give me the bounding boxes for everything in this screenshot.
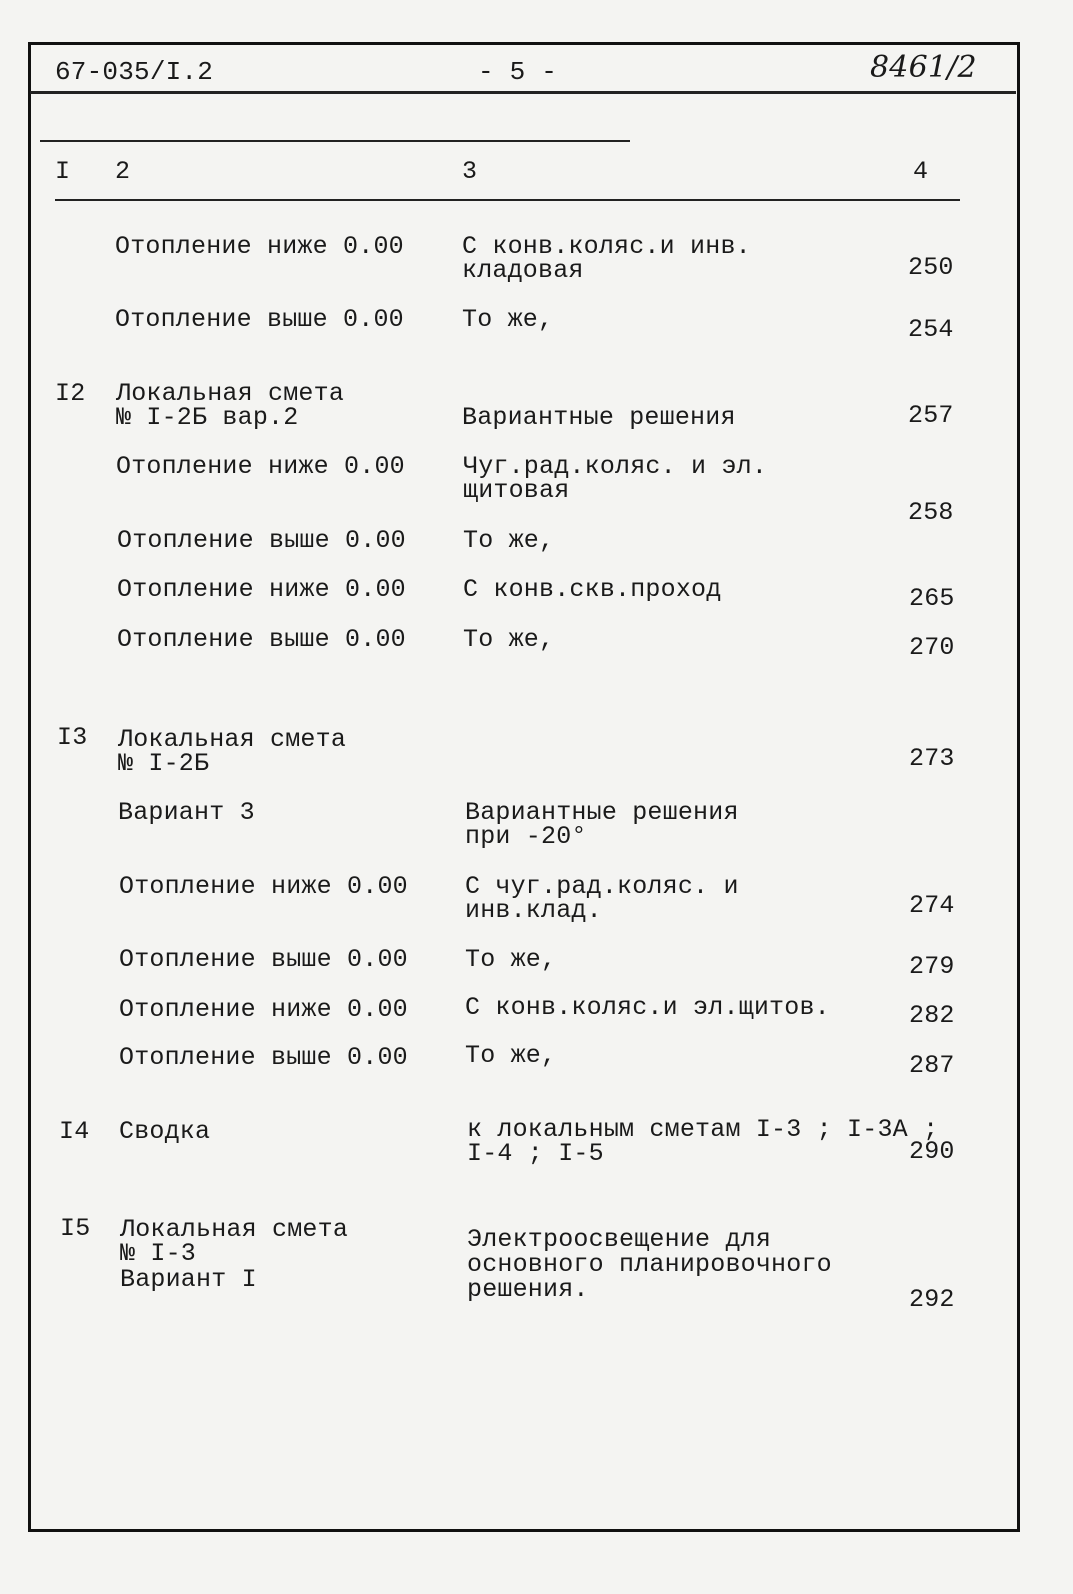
row-page: 292 <box>909 1285 955 1314</box>
row-description: основного планировочного <box>467 1250 832 1279</box>
row-description: То же, <box>462 305 554 334</box>
row-title: Сводка <box>119 1117 211 1146</box>
row-title: № I-2Б вар.2 <box>116 403 299 432</box>
column-header-3: 3 <box>462 157 478 186</box>
row-title: Локальная смета <box>120 1215 349 1244</box>
row-description: С чуг.рад.коляс. и <box>465 872 739 901</box>
header-divider <box>30 91 1016 94</box>
row-page: 257 <box>908 401 954 430</box>
row-description: к локальным сметам I-3 ; I-3А ; <box>467 1115 939 1144</box>
row-description: С конв.скв.проход <box>463 575 722 604</box>
handwritten-number: 8461/2 <box>870 50 977 85</box>
row-description: Вариантные решения <box>465 798 739 827</box>
row-title: Вариант I <box>120 1265 257 1294</box>
page-number: - 5 - <box>478 57 558 87</box>
row-title: Отопление ниже 0.00 <box>119 995 408 1024</box>
row-title: Отопление выше 0.00 <box>117 625 406 654</box>
row-description: Вариантные решения <box>462 403 736 432</box>
row-description: То же, <box>463 526 555 555</box>
row-description: щитовая <box>463 476 570 505</box>
row-number: I5 <box>60 1214 91 1243</box>
row-description: Чуг.рад.коляс. и эл. <box>463 452 768 481</box>
row-title: Локальная смета <box>116 379 345 408</box>
row-page: 254 <box>908 315 954 344</box>
row-title: Отопление выше 0.00 <box>117 526 406 555</box>
row-page: 258 <box>908 498 954 527</box>
row-title: № I-2Б <box>118 749 210 778</box>
row-title: Вариант 3 <box>118 798 255 827</box>
row-title: Отопление ниже 0.00 <box>115 232 404 261</box>
row-title: Отопление ниже 0.00 <box>117 575 406 604</box>
row-description: кладовая <box>462 256 584 285</box>
row-title: Локальная смета <box>118 725 347 754</box>
row-description: То же, <box>465 1041 557 1070</box>
row-page: 270 <box>909 633 955 662</box>
row-title: Отопление выше 0.00 <box>119 945 408 974</box>
column-header-1: I <box>55 157 71 186</box>
row-description: То же, <box>465 945 557 974</box>
row-description: решения. <box>467 1275 589 1304</box>
row-page: 250 <box>908 253 954 282</box>
column-header-4: 4 <box>913 157 929 186</box>
row-title: Отопление выше 0.00 <box>115 305 404 334</box>
table-top-rule <box>40 140 630 142</box>
row-title: Отопление выше 0.00 <box>119 1043 408 1072</box>
row-title: Отопление ниже 0.00 <box>116 452 405 481</box>
row-page: 279 <box>909 952 955 981</box>
row-page: 265 <box>909 584 955 613</box>
row-description: при -20° <box>465 822 587 851</box>
row-description: инв.клад. <box>465 896 602 925</box>
row-description: I-4 ; I-5 <box>467 1139 604 1168</box>
column-header-2: 2 <box>115 157 131 186</box>
row-page: 282 <box>909 1001 955 1030</box>
row-title: № I-3 <box>120 1239 197 1268</box>
row-title: Отопление ниже 0.00 <box>119 872 408 901</box>
row-number: I4 <box>59 1117 90 1146</box>
table-header-rule <box>55 199 960 201</box>
row-description: С конв.коляс.и инв. <box>462 232 751 261</box>
row-page: 274 <box>909 891 955 920</box>
row-page: 273 <box>909 744 955 773</box>
row-description: С конв.коляс.и эл.щитов. <box>465 993 830 1022</box>
row-page: 290 <box>909 1137 955 1166</box>
row-number: I2 <box>55 379 86 408</box>
row-description: То же, <box>463 625 555 654</box>
row-number: I3 <box>57 723 88 752</box>
row-description: Электроосвещение для <box>467 1225 772 1254</box>
row-page: 287 <box>909 1051 955 1080</box>
document-code: 67-035/I.2 <box>55 57 214 87</box>
